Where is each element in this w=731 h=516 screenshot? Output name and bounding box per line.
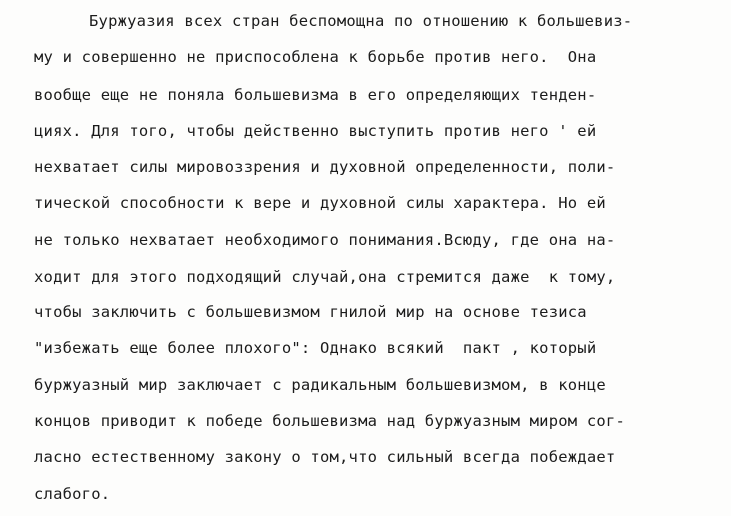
text-line: му и совершенно не приспособлена к борьбе против него. Она [34, 48, 597, 66]
text-line: Буржуазия всех стран беспомощна по отношению к большевиз- [89, 12, 633, 30]
text-line: не только нехватает необходимого понимания.Всюду, где она на- [34, 231, 616, 249]
text-line: нехватает силы мировоззрения и духовной определенности, поли- [34, 158, 616, 176]
text-line: вообще еще не поняла большевизма в его определяющих тенден- [34, 86, 597, 104]
text-line: ходит для этого подходящий случай,она стремится даже к тому, [34, 268, 616, 286]
text-line: слабого. [34, 485, 111, 503]
text-line: концов приводит к победе большевизма над буржуазным миром сог- [34, 412, 625, 430]
text-line: ласно естественному закону о том,что сильный всегда побеждает [34, 448, 616, 466]
text-line: "избежать еще более плохого": Однако всякий пакт , который [34, 339, 597, 357]
text-line: чтобы заключить с большевизмом гнилой мир на основе тезиса [34, 303, 587, 321]
text-line: тической способности к вере и духовной силы характера. Но ей [34, 194, 606, 212]
text-line: буржуазный мир заключает с радикальным большевизмом, в конце [34, 376, 606, 394]
text-line: циях. Для того, чтобы действенно выступить против него ' ей [34, 122, 597, 140]
